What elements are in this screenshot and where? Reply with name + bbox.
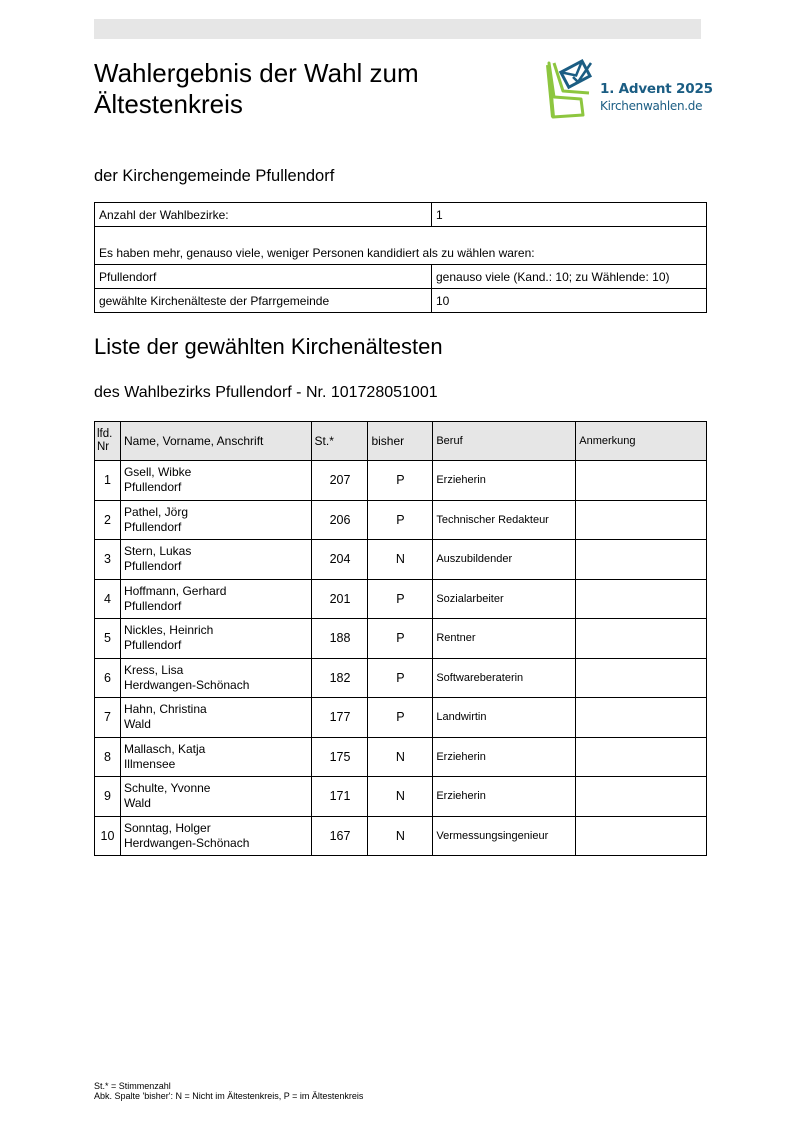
cell-remark xyxy=(576,698,707,738)
cell-bisher: P xyxy=(368,698,433,738)
district-name: Pfullendorf xyxy=(95,265,432,289)
cell-name: Mallasch, Katja xyxy=(123,741,206,756)
cell-occupation: Erzieherin xyxy=(433,461,576,501)
cell-address: Pfullendorf xyxy=(123,598,182,613)
cell-occupation: Auszubildender xyxy=(433,540,576,580)
column-header-nr-line2: Nr xyxy=(97,441,110,453)
cell-name-address xyxy=(120,461,311,501)
cell-bisher: N xyxy=(368,816,433,856)
congregation-subtitle: der Kirchengemeinde Pfullendorf xyxy=(94,167,335,185)
table-row xyxy=(95,737,707,777)
cell-address: Herdwangen-Schönach xyxy=(123,835,250,850)
cell-name-address xyxy=(120,698,311,738)
column-header-bisher: bisher xyxy=(368,422,433,461)
info-row-candidates-note xyxy=(95,227,707,265)
cell-bisher: N xyxy=(368,540,433,580)
candidates-note: Es haben mehr, genauso viele, weniger Personen kandidiert als zu wählen waren: xyxy=(95,227,707,265)
cell-address: Illmensee xyxy=(123,756,176,771)
kirchenwahlen-logo xyxy=(545,57,713,121)
cell-votes: 201 xyxy=(311,579,368,619)
cell-name-address xyxy=(120,658,311,698)
ballot-box-envelope-check-icon xyxy=(545,57,599,119)
cell-name: Stern, Lukas xyxy=(123,544,192,559)
column-header-st: St.* xyxy=(311,422,368,461)
cell-votes: 207 xyxy=(311,461,368,501)
header-bar xyxy=(94,19,701,39)
column-header-nr xyxy=(95,422,121,461)
cell-votes: 167 xyxy=(311,816,368,856)
cell-votes: 182 xyxy=(311,658,368,698)
district-result: genauso viele (Kand.: 10; zu Wählende: 10) xyxy=(432,265,707,289)
cell-remark xyxy=(576,579,707,619)
cell-remark xyxy=(576,777,707,817)
table-row xyxy=(95,500,707,540)
cell-bisher: P xyxy=(368,619,433,659)
table-row xyxy=(95,540,707,580)
cell-remark xyxy=(576,658,707,698)
cell-name: Schulte, Yvonne xyxy=(123,781,211,796)
logo-text-advent: 1. Advent 2025 xyxy=(600,81,713,97)
cell-nr: 1 xyxy=(95,461,121,501)
cell-occupation: Erzieherin xyxy=(433,777,576,817)
table-row xyxy=(95,658,707,698)
table-row xyxy=(95,461,707,501)
column-header-nr-line1: lfd. xyxy=(97,428,113,440)
cell-bisher: P xyxy=(368,461,433,501)
cell-nr: 4 xyxy=(95,579,121,619)
cell-votes: 175 xyxy=(311,737,368,777)
cell-occupation: Vermessungsingenieur xyxy=(433,816,576,856)
cell-votes: 206 xyxy=(311,500,368,540)
table-row xyxy=(95,579,707,619)
cell-remark xyxy=(576,619,707,659)
cell-name: Pathel, Jörg xyxy=(123,504,189,519)
title-line-2: Ältestenkreis xyxy=(94,89,243,119)
cell-votes: 188 xyxy=(311,619,368,659)
info-row-districts xyxy=(95,203,707,227)
table-row xyxy=(95,816,707,856)
column-header-beruf: Beruf xyxy=(433,422,576,461)
cell-name: Gsell, Wibke xyxy=(123,465,192,480)
election-info-table xyxy=(94,202,707,313)
info-row-district-result xyxy=(95,265,707,289)
cell-address: Pfullendorf xyxy=(123,638,182,653)
cell-occupation: Erzieherin xyxy=(433,737,576,777)
cell-address: Pfullendorf xyxy=(123,519,182,534)
elected-value: 10 xyxy=(432,289,707,313)
elected-label: gewählte Kirchenälteste der Pfarrgemeinde xyxy=(95,289,432,313)
districts-value: 1 xyxy=(432,203,707,227)
district-subtitle: des Wahlbezirks Pfullendorf - Nr. 101728051001 xyxy=(94,384,438,401)
elected-list-title: Liste der gewählten Kirchenältesten xyxy=(94,334,443,359)
cell-name: Sonntag, Holger xyxy=(123,820,211,835)
cell-nr: 10 xyxy=(95,816,121,856)
cell-occupation: Sozialarbeiter xyxy=(433,579,576,619)
cell-votes: 204 xyxy=(311,540,368,580)
cell-name-address xyxy=(120,737,311,777)
cell-remark xyxy=(576,816,707,856)
cell-name-address xyxy=(120,579,311,619)
info-row-elected xyxy=(95,289,707,313)
footnotes xyxy=(94,1081,363,1101)
cell-remark xyxy=(576,500,707,540)
table-row xyxy=(95,698,707,738)
cell-name-address xyxy=(120,777,311,817)
cell-nr: 3 xyxy=(95,540,121,580)
page-title xyxy=(94,58,514,120)
table-row xyxy=(95,777,707,817)
cell-votes: 177 xyxy=(311,698,368,738)
cell-nr: 9 xyxy=(95,777,121,817)
cell-name: Hoffmann, Gerhard xyxy=(123,583,227,598)
cell-remark xyxy=(576,737,707,777)
cell-bisher: P xyxy=(368,658,433,698)
cell-name: Nickles, Heinrich xyxy=(123,623,214,638)
cell-name-address xyxy=(120,619,311,659)
cell-occupation: Technischer Redakteur xyxy=(433,500,576,540)
cell-remark xyxy=(576,540,707,580)
cell-occupation: Softwareberaterin xyxy=(433,658,576,698)
cell-nr: 8 xyxy=(95,737,121,777)
cell-occupation: Rentner xyxy=(433,619,576,659)
cell-bisher: N xyxy=(368,777,433,817)
cell-name-address xyxy=(120,500,311,540)
cell-occupation: Landwirtin xyxy=(433,698,576,738)
cell-address: Wald xyxy=(123,717,151,732)
table-header-row xyxy=(95,422,707,461)
cell-name: Kress, Lisa xyxy=(123,662,184,677)
table-row xyxy=(95,619,707,659)
cell-nr: 6 xyxy=(95,658,121,698)
footnote-bisher-legend: Abk. Spalte 'bisher': N = Nicht im Ältestenkreis, P = im Ältestenkreis xyxy=(94,1091,364,1101)
column-header-name: Name, Vorname, Anschrift xyxy=(120,422,311,461)
cell-nr: 5 xyxy=(95,619,121,659)
logo-text-website: Kirchenwahlen.de xyxy=(600,99,703,113)
cell-name-address xyxy=(120,540,311,580)
cell-address: Pfullendorf xyxy=(123,559,182,574)
title-line-1: Wahlergebnis der Wahl zum xyxy=(94,58,419,88)
cell-votes: 171 xyxy=(311,777,368,817)
column-header-anmerkung: Anmerkung xyxy=(576,422,707,461)
elected-elders-table xyxy=(94,421,707,856)
cell-name-address xyxy=(120,816,311,856)
cell-bisher: N xyxy=(368,737,433,777)
districts-label: Anzahl der Wahlbezirke: xyxy=(95,203,432,227)
cell-nr: 2 xyxy=(95,500,121,540)
cell-nr: 7 xyxy=(95,698,121,738)
cell-remark xyxy=(576,461,707,501)
cell-address: Pfullendorf xyxy=(123,480,182,495)
cell-bisher: P xyxy=(368,579,433,619)
cell-address: Wald xyxy=(123,796,151,811)
cell-name: Hahn, Christina xyxy=(123,702,207,717)
footnote-stimmenzahl: St.* = Stimmenzahl xyxy=(94,1081,171,1091)
cell-address: Herdwangen-Schönach xyxy=(123,677,250,692)
cell-bisher: P xyxy=(368,500,433,540)
